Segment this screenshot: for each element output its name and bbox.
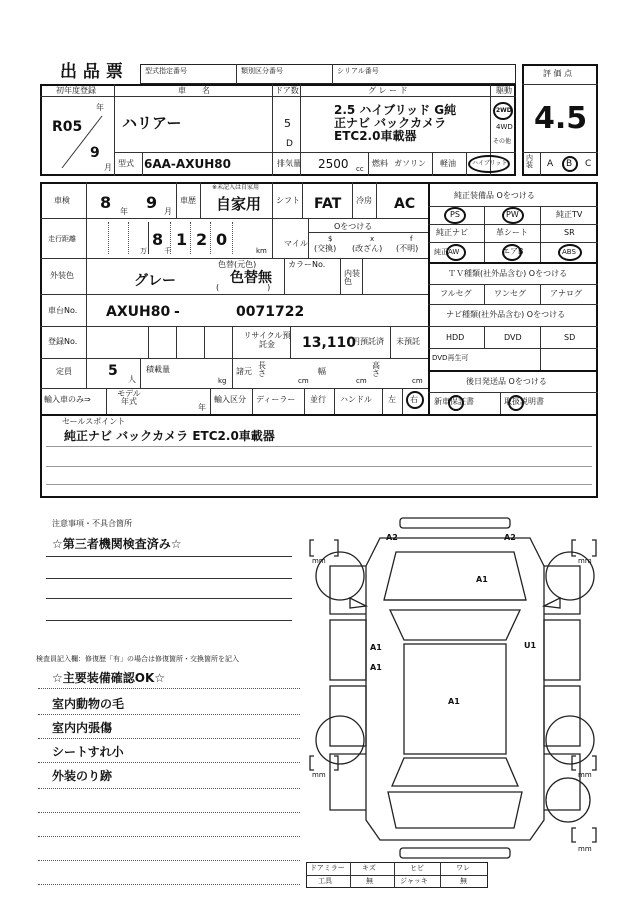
mm-unit-3: mm — [312, 771, 326, 779]
mileage-digit-6: 0 — [216, 230, 228, 249]
capacity-unit: 人 — [128, 375, 136, 384]
note-item-4: シートすれ小 — [52, 745, 124, 759]
later-warranty: 新車保証書 — [434, 397, 474, 406]
usage: 自家用 — [216, 195, 262, 213]
equip-navi: 純正ナビ — [436, 228, 468, 237]
acc-hibi: ヒビ — [410, 864, 424, 872]
width-label: 幅 — [318, 367, 326, 376]
length-label: 長さ — [258, 361, 266, 378]
note-item-3: 室内内張傷 — [52, 721, 113, 735]
manual-circle — [508, 395, 524, 411]
equip-airbag: エアB — [502, 247, 524, 256]
drive-label: 駆動 — [496, 86, 512, 95]
damage-mark-hood: A1 — [476, 575, 488, 584]
caution-label: 注意事項・不具合箇所 — [52, 519, 132, 528]
later-shipment-title: 後日発送品 Oをつける — [466, 377, 547, 386]
import-label: 輸入車のみ⇒ — [44, 395, 91, 404]
mm-unit-2: mm — [578, 557, 592, 565]
fuel-gasoline: ガソリン — [394, 159, 426, 168]
mm-unit-4: mm — [578, 771, 592, 779]
model-year-unit: 年 — [198, 403, 206, 412]
damage-mark-left-rear: A1 — [370, 663, 382, 672]
dimensions-label: 諸元 — [236, 367, 252, 376]
damage-mark-roof: A1 — [448, 697, 460, 706]
handle-left: 左 — [388, 395, 396, 404]
man-unit: 万 — [140, 247, 147, 255]
cm-unit-3: cm — [412, 377, 423, 385]
tv-oneseg: ワンセグ — [494, 289, 526, 298]
acc-tools: 工具 — [318, 877, 332, 885]
drive-other: その他 — [493, 138, 512, 145]
month-suffix: 月 — [104, 163, 112, 172]
displacement-label: 排気量 — [277, 159, 301, 168]
model-code: 6AA-AXUH80 — [144, 157, 231, 171]
warranty-circle — [448, 395, 464, 411]
tv-fullseg: フルセグ — [440, 289, 472, 298]
load-label: 積載量 — [146, 365, 170, 374]
displacement: 2500 — [318, 157, 349, 171]
cooler-label: 冷房 — [356, 196, 372, 205]
shaken-tsuki: 月 — [164, 207, 172, 216]
tv-type-title: ＴＶ種類(社外品含む) Oをつける — [448, 269, 568, 278]
recolor: 色替無 — [230, 270, 272, 286]
import-class-label: 輸入区分 — [214, 395, 246, 404]
model-year-label: モデル年式 — [117, 389, 141, 406]
acc-kizu: キズ — [362, 864, 376, 872]
chassis-prefix: AXUH80 — [106, 304, 171, 320]
recycle-label: リサイクル預託金 — [243, 331, 291, 349]
damage-mark-front-left: A2 — [386, 533, 398, 542]
sales-point-text: 純正ナビ バックカメラ ETC2.0車載器 — [64, 429, 275, 443]
fuel-label: 燃料 — [372, 159, 388, 168]
shareki-label: 車歴 — [180, 196, 196, 205]
damage-mark-right-door: U1 — [524, 641, 537, 650]
equip-ps: PS — [450, 210, 460, 219]
car-name-label: 車 名 — [178, 86, 210, 95]
score-label: 評 価 点 — [543, 69, 573, 78]
shift-label: シフト — [276, 196, 300, 205]
kaizan-symbol: x — [370, 235, 375, 243]
nav-sd: SD — [564, 333, 576, 342]
damage-mark-left-door: A1 — [370, 643, 382, 652]
recycle-paid: 円預託済 — [352, 337, 384, 346]
shaken-label: 車検 — [54, 196, 70, 205]
damage-mark-front-right: A2 — [504, 533, 516, 542]
fuel-diesel: 軽油 — [440, 159, 456, 168]
equip-sr: SR — [564, 228, 575, 237]
import-parallel: 並行 — [310, 395, 326, 404]
mileage-label: 走行距離 — [48, 235, 76, 243]
acc-ware: ワレ — [456, 864, 470, 872]
first-reg-month: 9 — [90, 145, 100, 161]
mm-unit-1: mm — [312, 557, 326, 565]
shaken-month: 9 — [146, 193, 158, 212]
mileage-circle-note: Oをつける — [334, 222, 373, 231]
kaizan-label: (改ざん) — [352, 244, 383, 253]
recycle-amount: 13,110 — [302, 335, 357, 351]
nav-type-title: ナビ種類(社外品含む) Oをつける — [446, 310, 566, 319]
km-unit: km — [256, 247, 267, 255]
interior-b: B — [566, 159, 573, 169]
katashiki-label: 型式指定番号 — [145, 67, 187, 75]
mileage-digit-3: 8 — [152, 230, 164, 249]
mm-unit-5: mm — [578, 845, 592, 853]
shaken-year: 8 — [100, 193, 112, 212]
first-reg-label: 初年度登録 — [56, 86, 96, 95]
nav-hdd: HDD — [446, 333, 465, 342]
later-manual: 取扱説明書 — [504, 397, 544, 406]
inspector-label: 検査員記入欄：修復歴「有」の場合は修復箇所・交換箇所を記入 — [36, 655, 239, 663]
dvd-playback: DVD再生可 — [432, 354, 469, 362]
drive-4wd: 4WD — [496, 123, 513, 131]
fumei-label: (不明) — [396, 244, 419, 253]
capacity: 5 — [108, 363, 118, 379]
recolor-paren: ( ) — [216, 283, 271, 292]
color-label: 外装色 — [50, 271, 74, 280]
equip-pw: PW — [506, 210, 519, 219]
import-dealer: ディーラー — [256, 395, 296, 404]
note-item-2: 室内動物の毛 — [52, 697, 125, 711]
model-label: 型式 — [118, 159, 134, 168]
acc-jack: ジャッキ — [400, 877, 428, 885]
capacity-label: 定員 — [56, 367, 72, 376]
grade-line2: 正ナビ バックカメラ — [334, 116, 447, 130]
nav-dvd: DVD — [504, 333, 522, 342]
sales-point-label: セールスポイント — [62, 417, 126, 426]
serial-label: シリアル番号 — [337, 67, 379, 75]
chassis-dash: - — [174, 304, 180, 320]
kg-unit: kg — [218, 377, 227, 385]
koukan-symbol: $ — [328, 235, 333, 243]
recycle-unpaid: 未預託 — [396, 337, 420, 346]
interior-color-label: 内装色 — [344, 269, 360, 286]
sen-unit: 千 — [164, 247, 171, 255]
reg-label: 登録No. — [48, 337, 78, 346]
chassis-label: 車台No. — [48, 306, 78, 315]
door-count-label: ドア数 — [275, 86, 299, 95]
interior-a: A — [547, 159, 554, 169]
form-title: 出 品 票 — [60, 62, 123, 82]
mileage-digit-4: 1 — [176, 230, 188, 249]
equip-tv: 純正TV — [556, 210, 583, 219]
cm-unit-1: cm — [298, 377, 309, 385]
grade-line3: ETC2.0車載器 — [334, 129, 417, 143]
fuel-hybrid: ハイブリット — [472, 160, 508, 167]
cc-unit: cc — [356, 165, 364, 173]
caution-text: ☆第三者機関検査済み☆ — [52, 537, 182, 551]
score-value: 4.5 — [534, 101, 588, 136]
date-slash — [58, 112, 108, 172]
genuine-equipment-title: 純正装備品 Oをつける — [454, 191, 535, 200]
mile-label: マイル — [284, 239, 308, 248]
header-id-box — [140, 64, 516, 84]
mileage-digit-5: 2 — [196, 230, 208, 249]
shaken-nen: 年 — [120, 207, 128, 216]
handle-label: ハンドル — [340, 395, 372, 404]
grade-line1: 2.5 ハイブリッド G純 — [334, 103, 457, 117]
shift: FAT — [314, 196, 342, 212]
recolor-label: 色替(元色) — [218, 260, 257, 269]
year-suffix: 年 — [96, 103, 104, 112]
fumei-symbol: f — [410, 235, 413, 243]
handle-right: 右 — [410, 395, 418, 404]
height-label: 高さ — [372, 361, 380, 378]
cm-unit-2: cm — [356, 377, 367, 385]
interior-label: 内装 — [526, 154, 533, 169]
door-type: D — [286, 139, 293, 149]
koukan-label: (交換) — [314, 244, 337, 253]
chassis-number: 0071722 — [236, 304, 305, 320]
equip-abs: ABS — [562, 248, 576, 256]
usage-note: ※未記入は自家用 — [212, 184, 260, 191]
acc-jack-value: 無 — [460, 877, 467, 885]
first-reg-era-year: R05 — [52, 119, 83, 135]
acc-tools-value: 無 — [366, 877, 373, 885]
grade-label: グ レ ー ド — [368, 86, 408, 95]
equip-aw: 純正AW — [434, 248, 460, 256]
cooler: AC — [394, 196, 416, 212]
color-no-label: カラーNo. — [288, 260, 326, 269]
interior-c: C — [585, 159, 592, 169]
note-item-5: 外装のり跡 — [52, 769, 113, 783]
note-item-1: ☆主要装備確認OK☆ — [52, 671, 166, 685]
ruibetsu-label: 類別区分番号 — [241, 67, 283, 75]
tv-analog: アナログ — [550, 289, 582, 298]
exterior-color: グレー — [134, 273, 176, 289]
door-count: 5 — [284, 117, 291, 130]
acc-mirror: ドアミラー — [310, 864, 345, 872]
car-name: ハリアー — [122, 114, 182, 132]
equip-leather: 革シート — [496, 228, 528, 237]
drive-2wd: 2WD — [496, 107, 512, 114]
